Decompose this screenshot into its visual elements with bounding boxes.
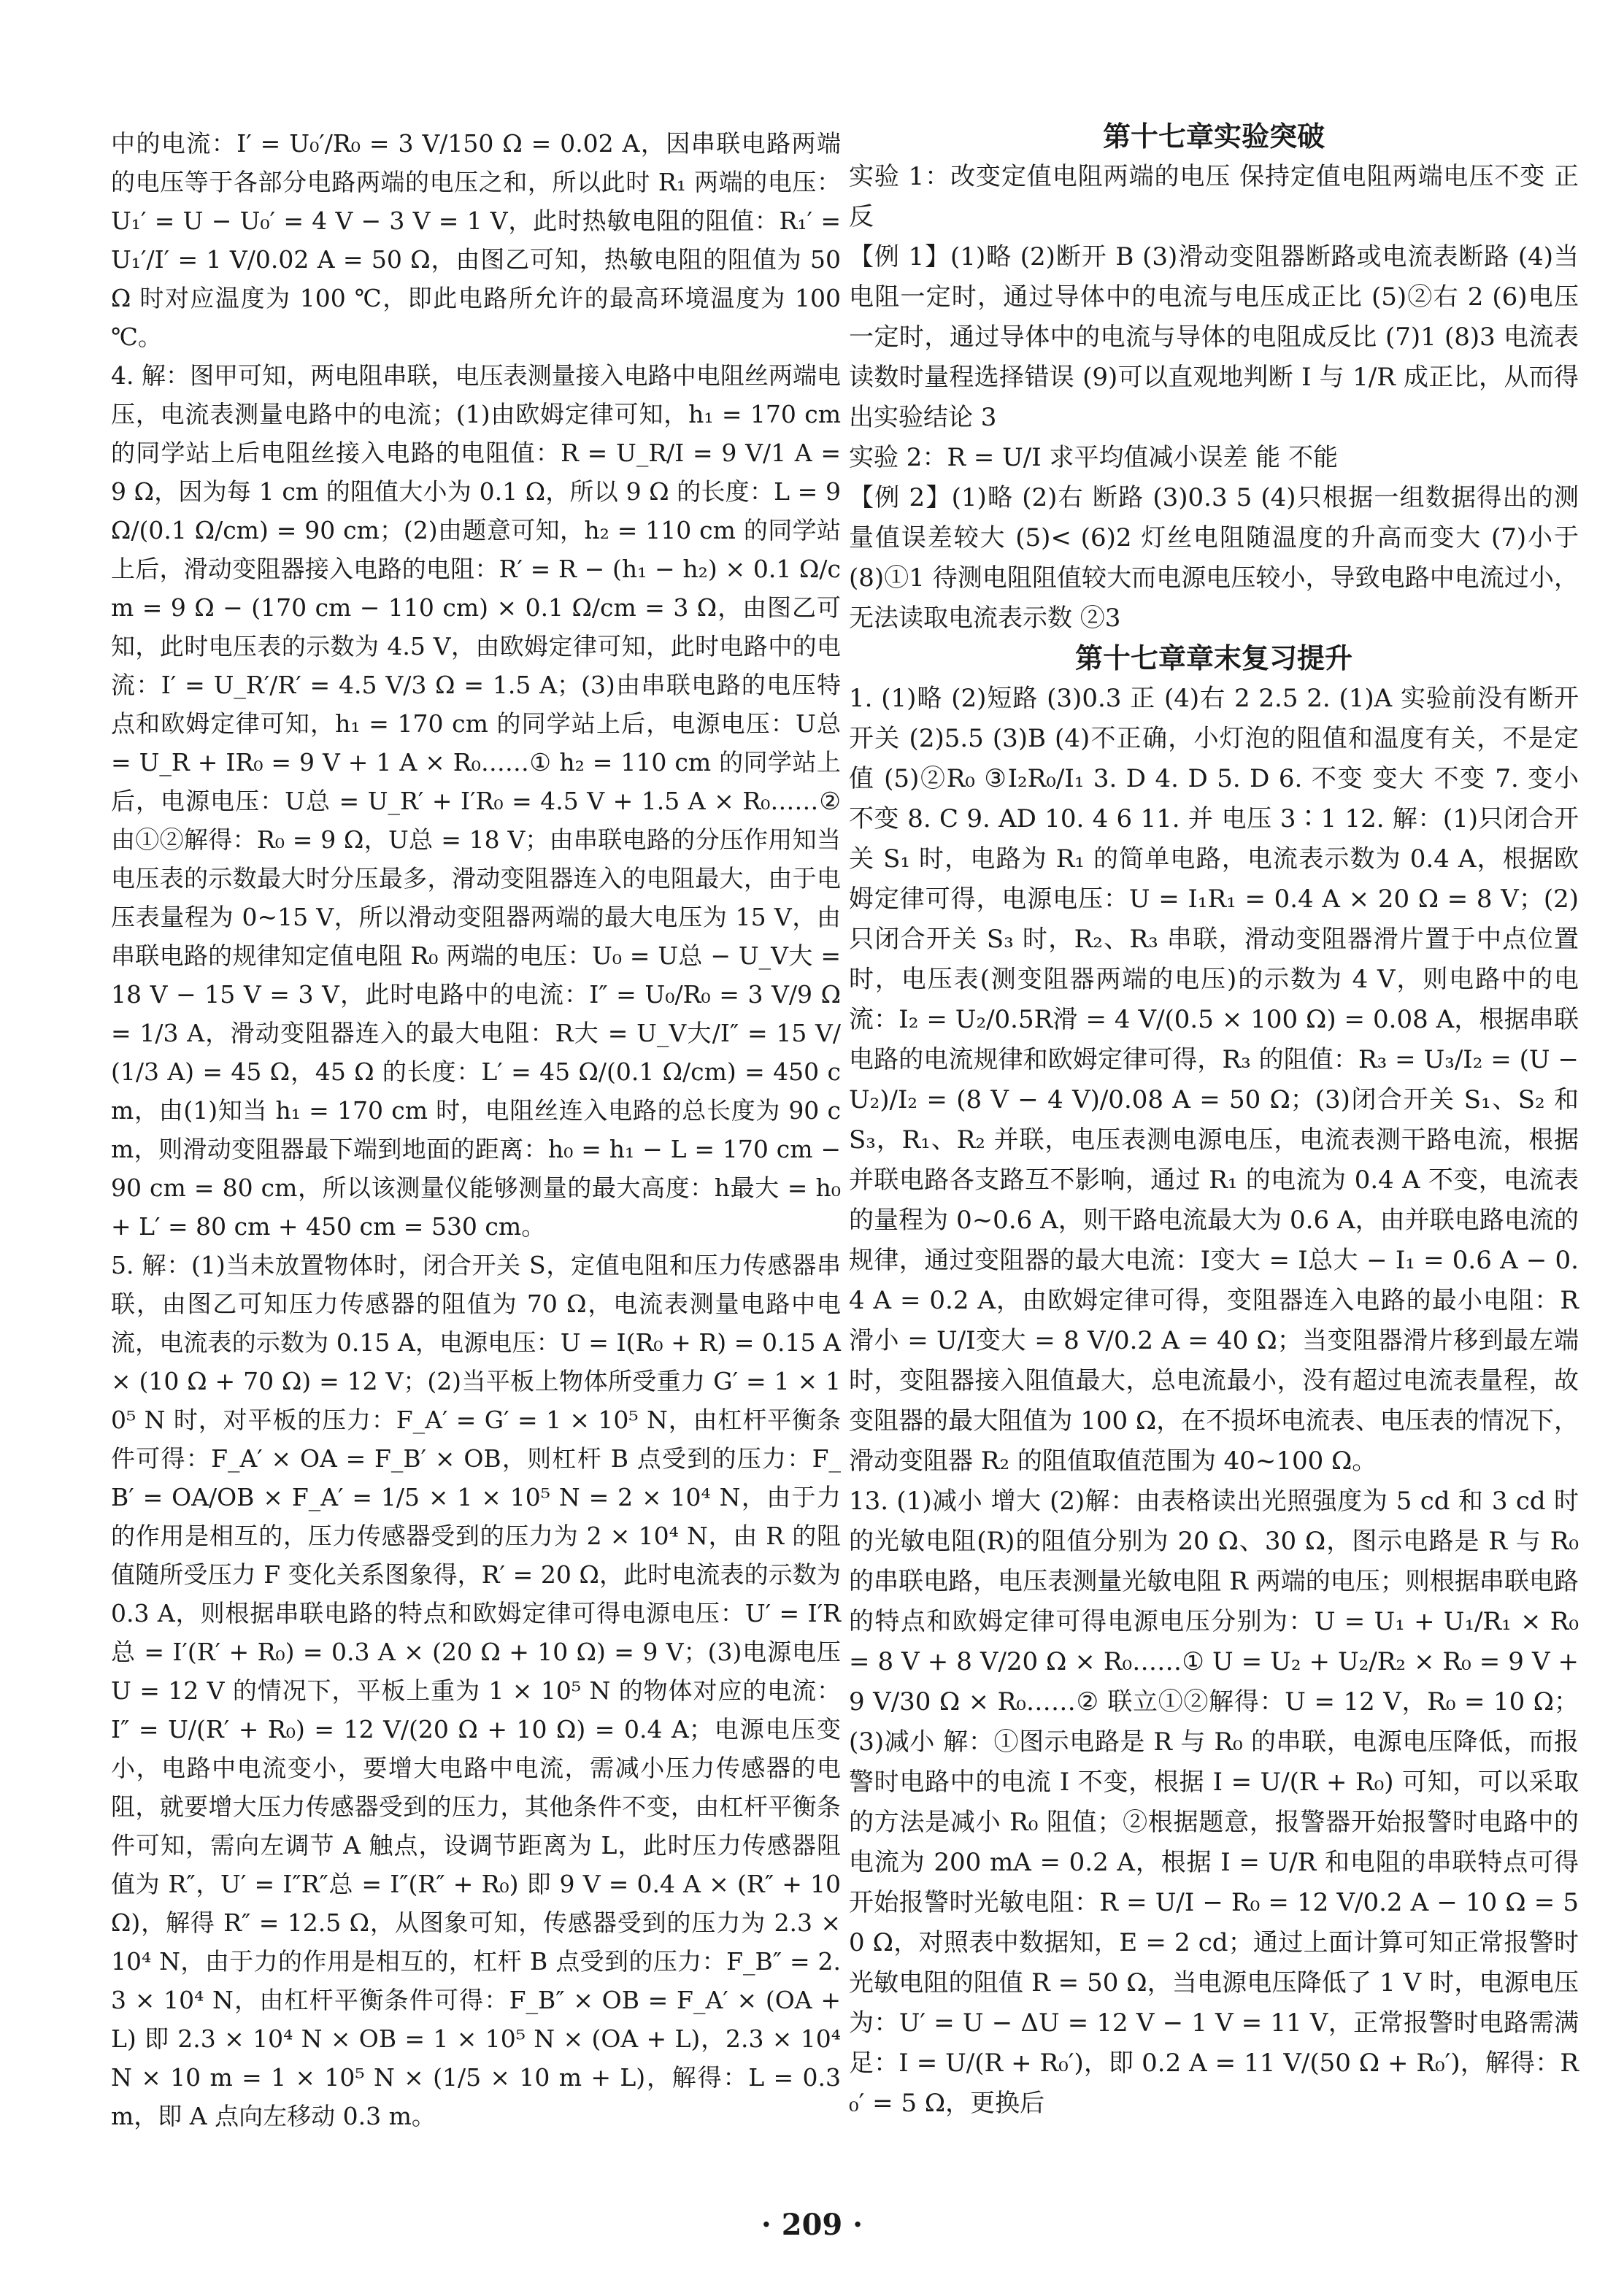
right-column bbox=[849, 117, 1579, 2124]
left-column bbox=[111, 124, 841, 2135]
paragraph-problem4: 4. 解：图甲可知，两电阻串联，电压表测量接入电路中电阻丝两端电压，电流表测量电路中的电流；(1)由欧姆定律可知，h₁ = 170 cm 的同学站上后电阻丝接入电路的电阻值：R = U_R/I = 9 V/1 A = 9 Ω，因为每 1 cm 的阻值大小为 0.1 Ω，所以 9 Ω 的长度：L = 9 Ω/(0.1 Ω/cm) = 90 cm；(2)由题意可知，h₂ = 110 cm 的同学站上后，滑动变阻器接入电路的电阻：R′ = R − (h₁ − h₂) × 0.1 Ω/cm = 9 Ω − (170 cm − 110 cm) × 0.1 Ω/cm = 3 Ω，由图乙可知，此时电压表的示数为 4.5 V，由欧姆定律可知，此时电路中的电流：I′ = U_R′/R′ = 4.5 V/3 Ω = 1.5 A；(3)由串联电路的电压特点和欧姆定律可知，h₁ = 170 cm 的同学站上后，电源电压：U总 = U_R + IR₀ = 9 V + 1 A × R₀……① h₂ = 110 cm 的同学站上后，电源电压：U总 = U_R′ + I′R₀ = 4.5 V + 1.5 A × R₀……② 由①②解得：R₀ = 9 Ω，U总 = 18 V；由串联电路的分压作用知当电压表的示数最大时分压最多，滑动变阻器连入的电阻最大，由于电压表量程为 0~15 V，所以滑动变阻器两端的最大电压为 15 V，由串联电路的规律知定值电阻 R₀ 两端的电压：U₀ = U总 − U_V大 = 18 V − 15 V = 3 V，此时电路中的电流：I″ = U₀/R₀ = 3 V/9 Ω = 1/3 A，滑动变阻器连入的最大电阻：R大 = U_V大/I″ = 15 V/(1/3 A) = 45 Ω，45 Ω 的长度：L′ = 45 Ω/(0.1 Ω/cm) = 450 cm，由(1)知当 h₁ = 170 cm 时，电阻丝连入电路的总长度为 90 cm，则滑动变阻器最下端到地面的距离：h₀ = h₁ − L = 170 cm − 90 cm = 80 cm，所以该测量仪能够测量的最大高度：h最大 = h₀ + L′ = 80 cm + 450 cm = 530 cm。 bbox=[111, 361, 841, 1241]
paragraph-example1: 【例 1】(1)略 (2)断开 B (3)滑动变阻器断路或电流表断路 (4)当电阻一定时，通过导体中的电流与电压成正比 (5)②右 2 (6)电压一定时，通过导体中的电流与导体的电阻成反比 (7)1 (8)3 电流表读数时量程选择错误 (9)可以直观地判断 I 与 1/R 成正比，从而得出实验结论 3 bbox=[849, 242, 1579, 432]
paragraph-experiment2: 实验 2：R = U/I 求平均值减小误差 能 不能 bbox=[849, 443, 1339, 472]
paragraph-problem5: 5. 解：(1)当未放置物体时，闭合开关 S，定值电阻和压力传感器串联，由图乙可知压力传感器的阻值为 70 Ω，电流表测量电路中电流，电流表的示数为 0.15 A，电源电压：U = I(R₀ + R) = 0.15 A × (10 Ω + 70 Ω) = 12 V；(2)当平板上物体所受重力 G′ = 1 × 10⁵ N 时，对平板的压力：F_A′ = G′ = 1 × 10⁵ N，由杠杆平衡条件可得：F_A′ × OA = F_B′ × OB，则杠杆 B 点受到的压力：F_B′ = OA/OB × F_A′ = 1/5 × 1 × 10⁵ N = 2 × 10⁴ N，由于力的作用是相互的，压力传感器受到的压力为 2 × 10⁴ N，由 R 的阻值随所受压力 F 变化关系图象得，R′ = 20 Ω，此时电流表的示数为 0.3 A，则根据串联电路的特点和欧姆定律可得电源电压：U′ = I′R总 = I′(R′ + R₀) = 0.3 A × (20 Ω + 10 Ω) = 9 V；(3)电源电压 U = 12 V 的情况下，平板上重为 1 × 10⁵ N 的物体对应的电流：I″ = U/(R′ + R₀) = 12 V/(20 Ω + 10 Ω) = 0.4 A；电源电压变小，电路中电流变小，要增大电路中电流，需减小压力传感器的电阻，就要增大压力传感器受到的压力，其他条件不变，由杠杆平衡条件可知，需向左调节 A 触点，设调节距离为 L，此时压力传感器阻值为 R″，U′ = I″R″总 = I″(R″ + R₀) 即 9 V = 0.4 A × (R″ + 10 Ω)，解得 R″ = 12.5 Ω，从图象可知，传感器受到的压力为 2.3 × 10⁴ N，由于力的作用是相互的，杠杆 B 点受到的压力：F_B″ = 2.3 × 10⁴ N，由杠杆平衡条件可得：F_B″ × OB = F_A′ × (OA + L) 即 2.3 × 10⁴ N × OB = 1 × 10⁵ N × (OA + L)，2.3 × 10⁴ N × 10 m = 1 × 10⁵ N × (1/5 × 10 m + L)，解得：L = 0.3 m，即 A 点向左移动 0.3 m。 bbox=[111, 1251, 842, 2130]
paragraph-review: 1. (1)略 (2)短路 (3)0.3 正 (4)右 2 2.5 2. (1)A 实验前没有断开开关 (2)5.5 (3)B (4)不正确，小灯泡的阻值和温度有关，不是定值 (5)②R₀ ③I₂R₀/I₁ 3. D 4. D 5. D 6. 不变 变大 不变 7. 变小 不变 8. C 9. AD 10. 4 6 11. 并 电压 3∶1 12. 解：(1)只闭合开关 S₁ 时，电路为 R₁ 的简单电路，电流表示数为 0.4 A，根据欧姆定律可得，电源电压：U = I₁R₁ = 0.4 A × 20 Ω = 8 V；(2)只闭合开关 S₃ 时，R₂、R₃ 串联，滑动变阻器滑片置于中点位置时，电压表(测变阻器两端的电压)的示数为 4 V，则电路中的电流：I₂ = U₂/0.5R滑 = 4 V/(0.5 × 100 Ω) = 0.08 A，根据串联电路的电流规律和欧姆定律可得，R₃ 的阻值：R₃ = U₃/I₂ = (U − U₂)/I₂ = (8 V − 4 V)/0.08 A = 50 Ω；(3)闭合开关 S₁、S₂ 和 S₃，R₁、R₂ 并联，电压表测电源电压，电流表测干路电流，根据并联电路各支路互不影响，通过 R₁ 的电流为 0.4 A 不变，电流表的量程为 0~0.6 A，则干路电流最大为 0.6 A，由并联电路电流的规律，通过变阻器的最大电流：I变大 = I总大 − I₁ = 0.6 A − 0.4 A = 0.2 A，由欧姆定律可得，变阻器连入电路的最小电阻：R滑小 = U/I变大 = 8 V/0.2 A = 40 Ω；当变阻器滑片移到最左端时，变阻器接入阻值最大，总电流最小，没有超过电流表量程，故变阻器的最大阻值为 100 Ω，在不损坏电流表、电压表的情况下，滑动变阻器 R₂ 的阻值取值范围为 40~100 Ω。 bbox=[849, 684, 1579, 1476]
paragraph-problem13: 13. (1)减小 增大 (2)解：由表格读出光照强度为 5 cd 和 3 cd 时的光敏电阻(R)的阻值分别为 20 Ω、30 Ω，图示电路是 R 与 R₀ 的串联电路，电压表测量光敏电阻 R 两端的电压；则根据串联电路的特点和欧姆定律可得电源电压分别为：U = U₁ + U₁/R₁ × R₀ = 8 V + 8 V/20 Ω × R₀……① U = U₂ + U₂/R₂ × R₀ = 9 V + 9 V/30 Ω × R₀……② 联立①②解得：U = 12 V，R₀ = 10 Ω；(3)减小 解：①图示电路是 R 与 R₀ 的串联，电源电压降低，而报警时电路中的电流 I 不变，根据 I = U/(R + R₀) 可知，可以采取的方法是减小 R₀ 阻值；②根据题意，报警器开始报警时电路中的电流为 200 mA = 0.2 A，根据 I = U/R 和电阻的串联特点可得开始报警时光敏电阻：R = U/I − R₀ = 12 V/0.2 A − 10 Ω = 50 Ω，对照表中数据知，E = 2 cd；通过上面计算可知正常报警时光敏电阻的阻值 R = 50 Ω，当电源电压降低了 1 V 时，电源电压为：U′ = U − ΔU = 12 V − 1 V = 11 V，正常报警时电路需满足：I = U/(R + R₀′)，即 0.2 A = 11 V/(50 Ω + R₀′)，解得：R₀′ = 5 Ω，更换后 bbox=[849, 1487, 1579, 2118]
paragraph-problem3-continued: 中的电流：I′ = U₀′/R₀ = 3 V/150 Ω = 0.02 A，因串联电路两端的电压等于各部分电路两端的电压之和，所以此时 R₁ 两端的电压：U₁′ = U − U₀′ = 4 V − 3 V = 1 V，此时热敏电阻的阻值：R₁′ = U₁′/I′ = 1 V/0.02 A = 50 Ω，由图乙可知，热敏电阻的阻值为 50 Ω 时对应温度为 100 ℃，即此电路所允许的最高环境温度为 100 ℃。 bbox=[111, 129, 841, 351]
page-number: · 209 · bbox=[761, 2208, 863, 2242]
section-heading-experiments: 第十七章实验突破 bbox=[1102, 120, 1325, 153]
paragraph-experiment1: 实验 1：改变定值电阻两端的电压 保持定值电阻两端电压不变 正 反 bbox=[849, 162, 1579, 231]
section-heading-review: 第十七章章末复习提升 bbox=[1074, 642, 1352, 674]
paragraph-example2: 【例 2】(1)略 (2)右 断路 (3)0.3 5 (4)只根据一组数据得出的测量值误差较大 (5)< (6)2 灯丝电阻随温度的升高而变大 (7)小于 (8)①1 待测电阻阻值较大而电源电压较小，导致电路中电流过小，无法读取电流表示数 ②3 bbox=[849, 483, 1579, 633]
